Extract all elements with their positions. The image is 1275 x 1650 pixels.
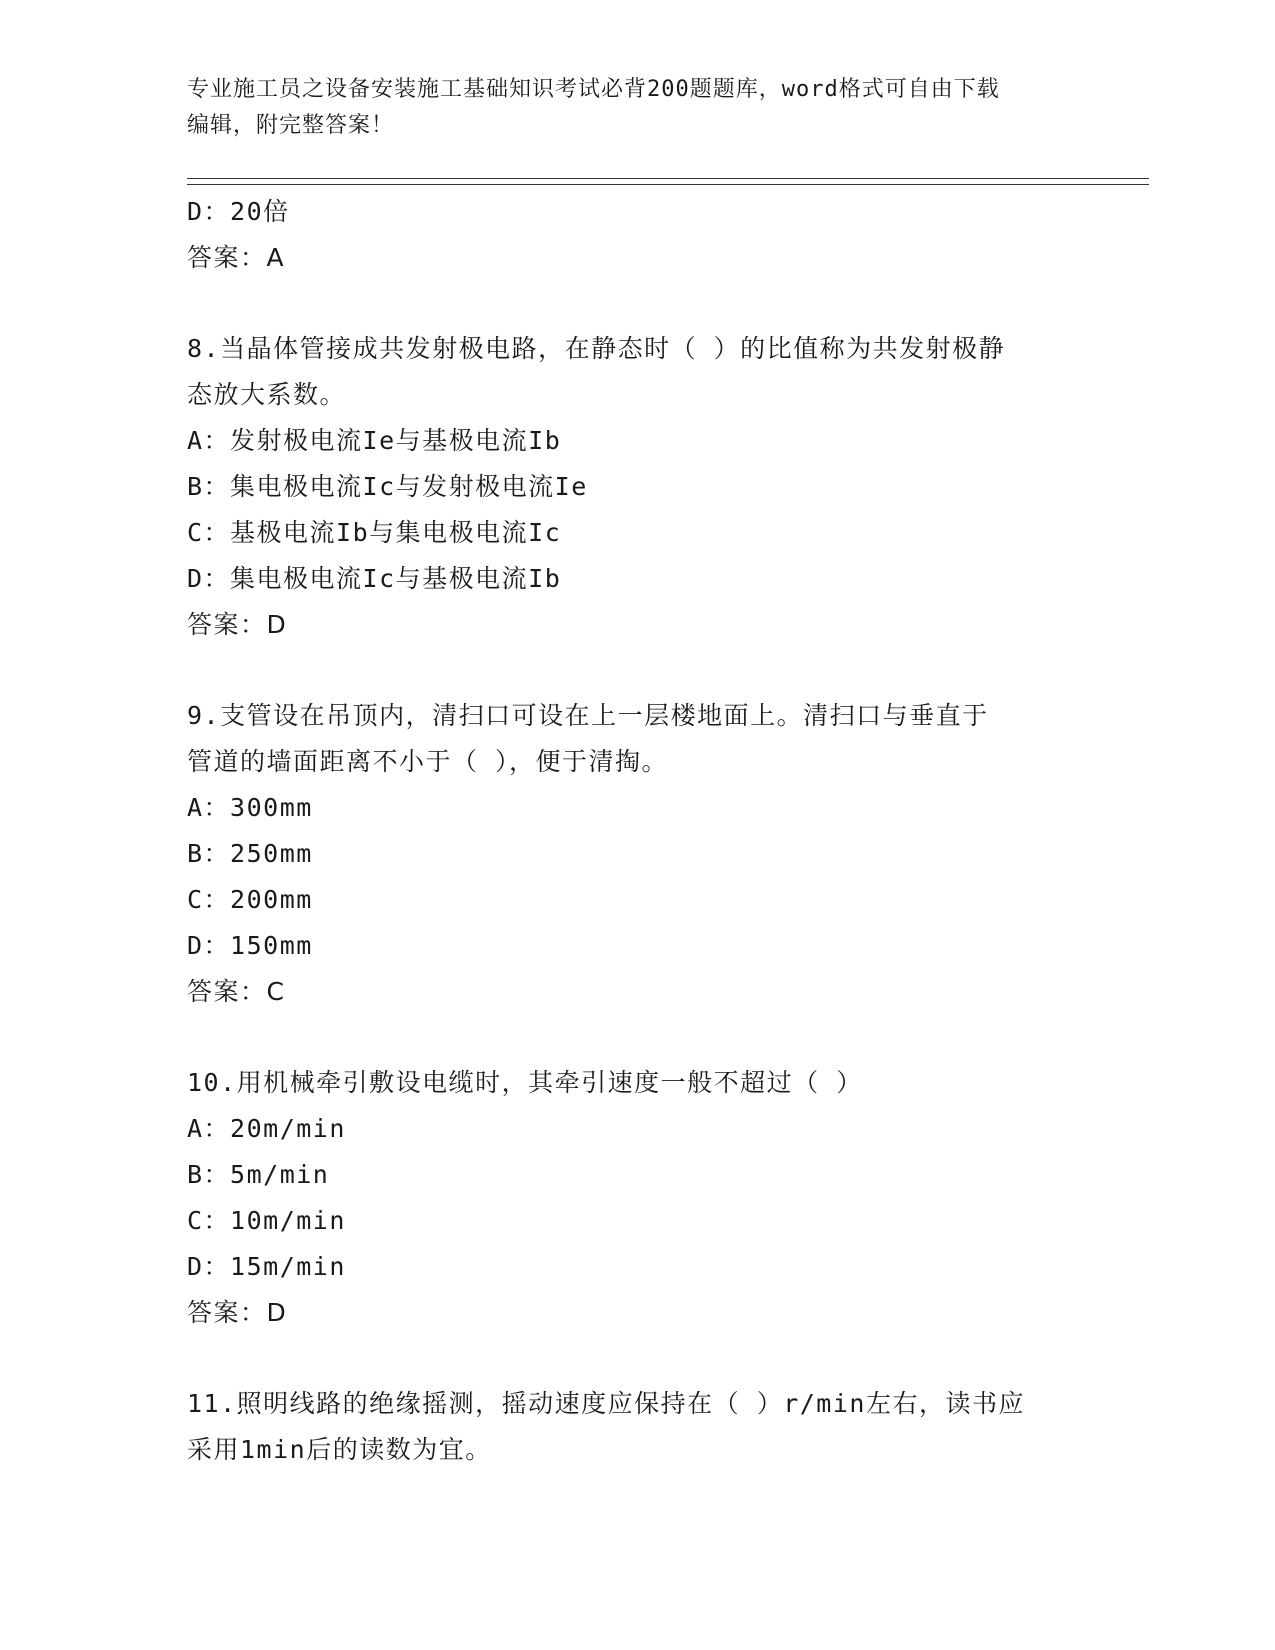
option-a: A：300mm bbox=[187, 793, 313, 822]
answer: 答案：D bbox=[187, 610, 288, 639]
question-10 bbox=[187, 1060, 1087, 1336]
question-text: 8.当晶体管接成共发射极电路，在静态时（ ）的比值称为共发射极静 bbox=[187, 334, 1006, 363]
answer: 答案：C bbox=[187, 977, 286, 1006]
header-title-line1: 专业施工员之设备安装施工基础知识考试必背200题题库，word格式可自由下载 bbox=[187, 77, 1000, 102]
option-d: D：集电极电流Ic与基极电流Ib bbox=[187, 564, 562, 593]
question-11 bbox=[187, 1381, 1087, 1473]
header-title-line2: 编辑，附完整答案！ bbox=[187, 113, 395, 138]
option-c: C：基极电流Ib与集电极电流Ic bbox=[187, 518, 562, 547]
question-9 bbox=[187, 693, 1087, 1015]
answer: 答案：D bbox=[187, 1298, 288, 1327]
prev-option-d: D：20倍 bbox=[187, 197, 290, 226]
question-text-cont: 采用1min后的读数为宜。 bbox=[187, 1435, 492, 1464]
option-c: C：200mm bbox=[187, 885, 313, 914]
prev-answer: 答案：A bbox=[187, 243, 286, 272]
question-list bbox=[187, 189, 1087, 1473]
option-a: A：20m/min bbox=[187, 1114, 346, 1143]
question-text: 9.支管设在吊顶内，清扫口可设在上一层楼地面上。清扫口与垂直于 bbox=[187, 701, 989, 730]
header-divider-bottom bbox=[187, 184, 1149, 185]
document-header bbox=[187, 72, 1077, 144]
question-text: 11.照明线路的绝缘摇测，摇动速度应保持在（ ）r/min左右，读书应 bbox=[187, 1389, 1025, 1418]
option-d: D：150mm bbox=[187, 931, 313, 960]
option-b: B：集电极电流Ic与发射极电流Ie bbox=[187, 472, 588, 501]
option-d: D：15m/min bbox=[187, 1252, 346, 1281]
question-8 bbox=[187, 326, 1087, 648]
header-divider-top bbox=[187, 178, 1149, 179]
question-text: 10.用机械牵引敷设电缆时，其牵引速度一般不超过（ ） bbox=[187, 1068, 863, 1097]
option-b: B：5m/min bbox=[187, 1160, 330, 1189]
option-c: C：10m/min bbox=[187, 1206, 346, 1235]
question-text-cont: 管道的墙面距离不小于（ ），便于清掏。 bbox=[187, 747, 669, 776]
option-b: B：250mm bbox=[187, 839, 313, 868]
option-a: A：发射极电流Ie与基极电流Ib bbox=[187, 426, 562, 455]
question-text-cont: 态放大系数。 bbox=[187, 380, 347, 409]
